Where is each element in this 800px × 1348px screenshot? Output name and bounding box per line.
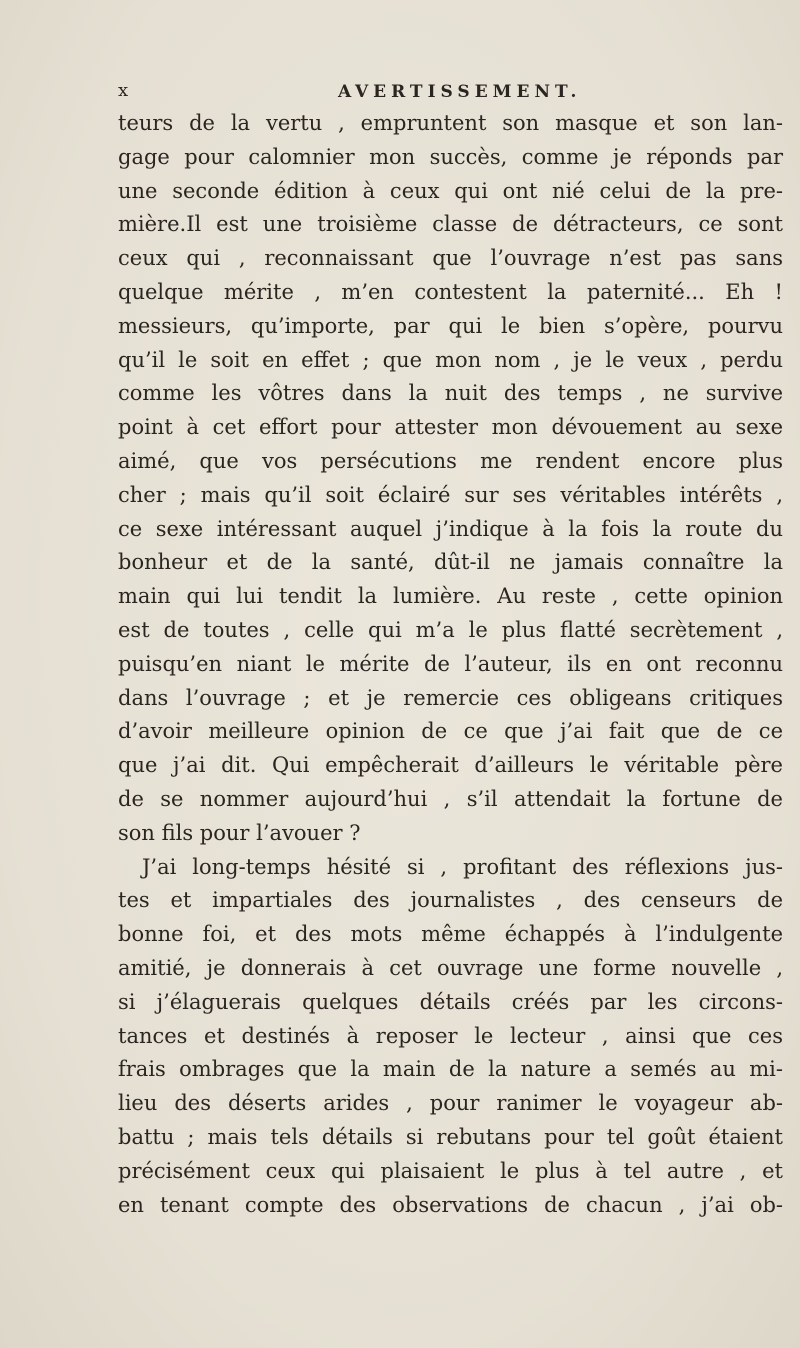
text-line: lieu des déserts arides , pour ranimer le voyageur ab- [118,1091,783,1116]
text-line: d’avoir meilleure opinion de ce que j’ai fait que de ce [118,719,783,744]
text-line: est de toutes , celle qui m’a le plus flatté secrètement , [118,617,783,642]
text-line: point à cet effort pour attester mon dévouement au sexe [118,415,783,440]
text-line: une seconde édition à ceux qui ont nié celui de la pre- [118,178,783,203]
text-line: comme les vôtres dans la nuit des temps , ne survive [118,381,783,406]
text-line: messieurs, qu’importe, par qui le bien s’opère, pourvu [118,313,783,338]
text-line: main qui lui tendit la lumière. Au reste , cette opinion [118,584,783,609]
text-line: gage pour calomnier mon succès, comme je réponds par [118,144,783,169]
text-line: tances et destinés à reposer le lecteur , ainsi que ces [118,1023,783,1048]
text-line: quelque mérite , m’en contestent la paternité... Eh ! [118,279,783,304]
text-line: si j’élaguerais quelques détails créés par les circons- [118,989,783,1014]
text-line: dans l’ouvrage ; et je remercie ces obligeans critiques [118,685,783,710]
text-line: qu’il le soit en effet ; que mon nom , je le veux , perdu [118,347,783,372]
text-line: en tenant compte des observations de chacun , j’ai ob- [118,1192,783,1217]
text-line: puisqu’en niant le mérite de l’auteur, ils en ont reconnu [118,651,783,676]
text-line: ce sexe intéressant auquel j’indique à la fois la route du [118,516,783,541]
text-line: bonheur et de la santé, dût-il ne jamais connaître la [118,550,783,575]
text-line: précisément ceux qui plaisaient le plus à tel autre , et [118,1158,783,1183]
paragraph-end-line: son fils pour l’avouer ? [118,820,361,845]
text-line: battu ; mais tels détails si rebutans pour tel goût étaient [118,1124,783,1149]
text-line: ceux qui , reconnaissant que l’ouvrage n’est pas sans [118,246,783,271]
running-title: AVERTISSEMENT. [338,82,582,102]
text-line: bonne foi, et des mots même échappés à l’indulgente [118,922,783,947]
text-line: cher ; mais qu’il soit éclairé sur ses véritables intérêts , [118,482,783,507]
text-line: tes et impartiales des journalistes , des censeurs de [118,888,783,913]
text-line: amitié, je donnerais à cet ouvrage une forme nouvelle , [118,955,783,980]
text-line: teurs de la vertu , empruntent son masque et son lan- [118,111,783,135]
text-line: aimé, que vos persécutions me rendent encore plus [118,448,783,473]
text-line: que j’ai dit. Qui empêcherait d’ailleurs le véritable père [118,753,783,778]
page-folio: x [118,80,130,101]
page-header [118,80,798,104]
paragraph-start-line: J’ai long-temps hésité si , profitant des réflexions jus- [142,854,783,879]
text-line: frais ombrages que la main de la nature a semés au mi- [118,1057,783,1082]
body-text [118,107,783,1222]
text-line: mière.Il est une troisième classe de détracteurs, ce sont [118,212,783,237]
text-line: de se nommer aujourd’hui , s’il attendait la fortune de [118,786,783,811]
